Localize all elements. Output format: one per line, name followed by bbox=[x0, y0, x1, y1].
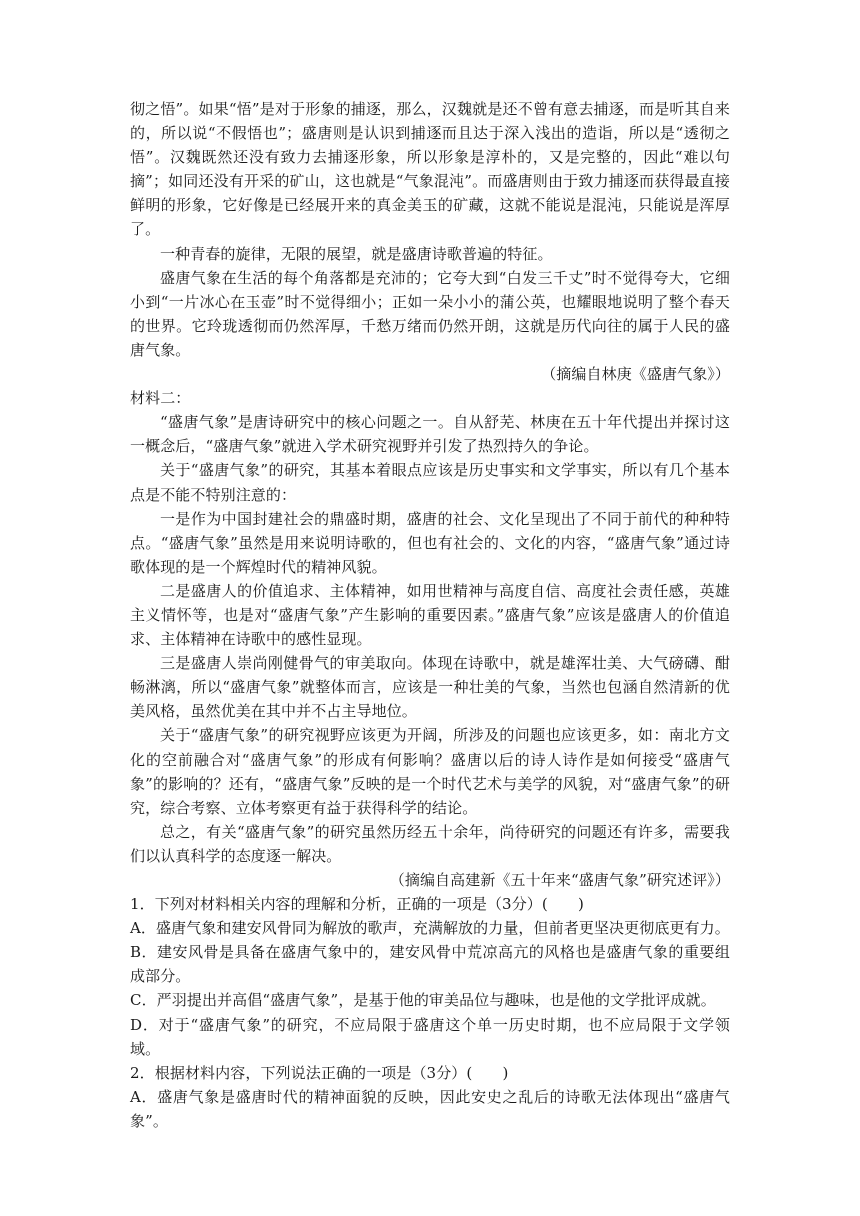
material-two-paragraph-6: 关于“盛唐气象”的研究视野应该更为开阔，所涉及的问题也应该更多，如：南北方文化的空前融合对“盛唐气象”的形成有何影响？盛唐以后的诗人诗作是如何接受“盛唐气象”的影响的？还有，“盛唐气象”反映的是一个时代艺术与美学的风貌，对“盛唐气象”的研究，综合考察、立体考察更有益于获得科学的结论。 bbox=[130, 726, 730, 817]
question-1-stem: 1．下列对材料相关内容的理解和分析，正确的一项是（3分）( ) bbox=[130, 895, 584, 914]
question-2-option-a: A．盛唐气象是盛唐时代的精神面貌的反映，因此安史之乱后的诗歌无法体现出“盛唐气象”。 bbox=[130, 1087, 730, 1130]
material-two-heading: 材料二： bbox=[130, 389, 191, 408]
question-2 bbox=[130, 1061, 730, 1133]
material-two-paragraph-1: “盛唐气象”是唐诗研究中的核心问题之一。自从舒芜、林庚在五十年代提出并探讨这一概念后，“盛唐气象”就进入学术研究视野并引发了热烈持久的争论。 bbox=[130, 413, 730, 456]
material-one-paragraph-1: 彻之悟”。如果“悟”是对于形象的捕逐，那么，汉魏就是还不曾有意去捕逐，而是听其自来的，所以说“不假悟也”；盛唐则是认识到捕逐而且达于深入浅出的造诣，所以是“透彻之悟”。汉魏既然还没有致力去捕逐形象，所以形象是淳朴的，又是完整的，因此“难以句摘”；如同还没有开采的矿山，这也就是“气象混沌”。而盛唐则由于致力捕逐而获得最直接鲜明的形象，它好像是已经展开来的真金美玉的矿藏，这就不能说是混沌，只能说是浑厚了。 bbox=[130, 100, 730, 239]
material-one-paragraph-3: 盛唐气象在生活的每个角落都是充沛的；它夸大到“白发三千丈”时不觉得夸大，它细小到“一片冰心在玉壶”时不觉得细小；正如一朵小小的蒲公英，也耀眼地说明了整个春天的世界。它玲珑透彻而仍然浑厚，千愁万绪而仍然开朗，这就是历代向往的属于人民的盛唐气象。 bbox=[130, 268, 730, 359]
question-2-stem: 2．根据材料内容，下列说法正确的一项是（3分）( ) bbox=[130, 1063, 509, 1082]
material-two-source: （摘编自高建新《五十年来“盛唐气象”研究述评》） bbox=[389, 871, 730, 889]
material-two-paragraph-7: 总之，有关“盛唐气象”的研究虽然历经五十余年，尚待研究的问题还有许多，需要我们以认真科学的态度逐一解决。 bbox=[130, 822, 730, 865]
material-two-paragraph-2: 关于“盛唐气象”的研究，其基本着眼点应该是历史事实和文学事实，所以有几个基本点是不能不特别注意的： bbox=[130, 461, 730, 504]
question-1-option-d: D．对于“盛唐气象”的研究，不应局限于盛唐这个单一历史时期，也不应局限于文学领域。 bbox=[130, 1015, 730, 1058]
question-1-option-b: B．建安风骨是具备在盛唐气象中的，建安风骨中荒凉高亢的风格也是盛唐气象的重要组成部分。 bbox=[130, 943, 730, 986]
material-one-source: （摘编自林庚《盛唐气象》） bbox=[541, 365, 730, 384]
material-two-paragraph-3: 一是作为中国封建社会的鼎盛时期，盛唐的社会、文化呈现出了不同于前代的种种特点。“盛唐气象”虽然是用来说明诗歌的，但也有社会的、文化的内容，“盛唐气象”通过诗歌体现的是一个辉煌时代的精神风貌。 bbox=[130, 509, 730, 576]
material-one-paragraph-2: 一种青春的旋律，无限的展望，就是盛唐诗歌普遍的特征。 bbox=[160, 244, 553, 263]
question-1-option-a: A．盛唐气象和建安风骨同为解放的歌声，充满解放的力量，但前者更坚决更彻底更有力。 bbox=[130, 919, 730, 938]
material-two-paragraph-5: 三是盛唐人崇尚刚健骨气的审美取向。体现在诗歌中，就是雄浑壮美、大气磅礴、酣畅淋漓，所以“盛唐气象”就整体而言，应该是一种壮美的气象，当然也包涵自然清新的优美风格，虽然优美在其中并不占主导地位。 bbox=[130, 654, 730, 721]
question-1-option-c: C．严羽提出并高倡“盛唐气象”，是基于他的审美品位与趣味，也是他的文学批评成就。 bbox=[130, 991, 716, 1010]
question-1 bbox=[130, 892, 730, 1061]
material-two-paragraph-4: 二是盛唐人的价值追求、主体精神，如用世精神与高度自信、高度社会责任感，英雄主义情怀等，也是对“盛唐气象”产生影响的重要因素。”盛唐气象”应该是盛唐人的价值追求、主体精神在诗歌中的感性显现。 bbox=[130, 581, 730, 649]
